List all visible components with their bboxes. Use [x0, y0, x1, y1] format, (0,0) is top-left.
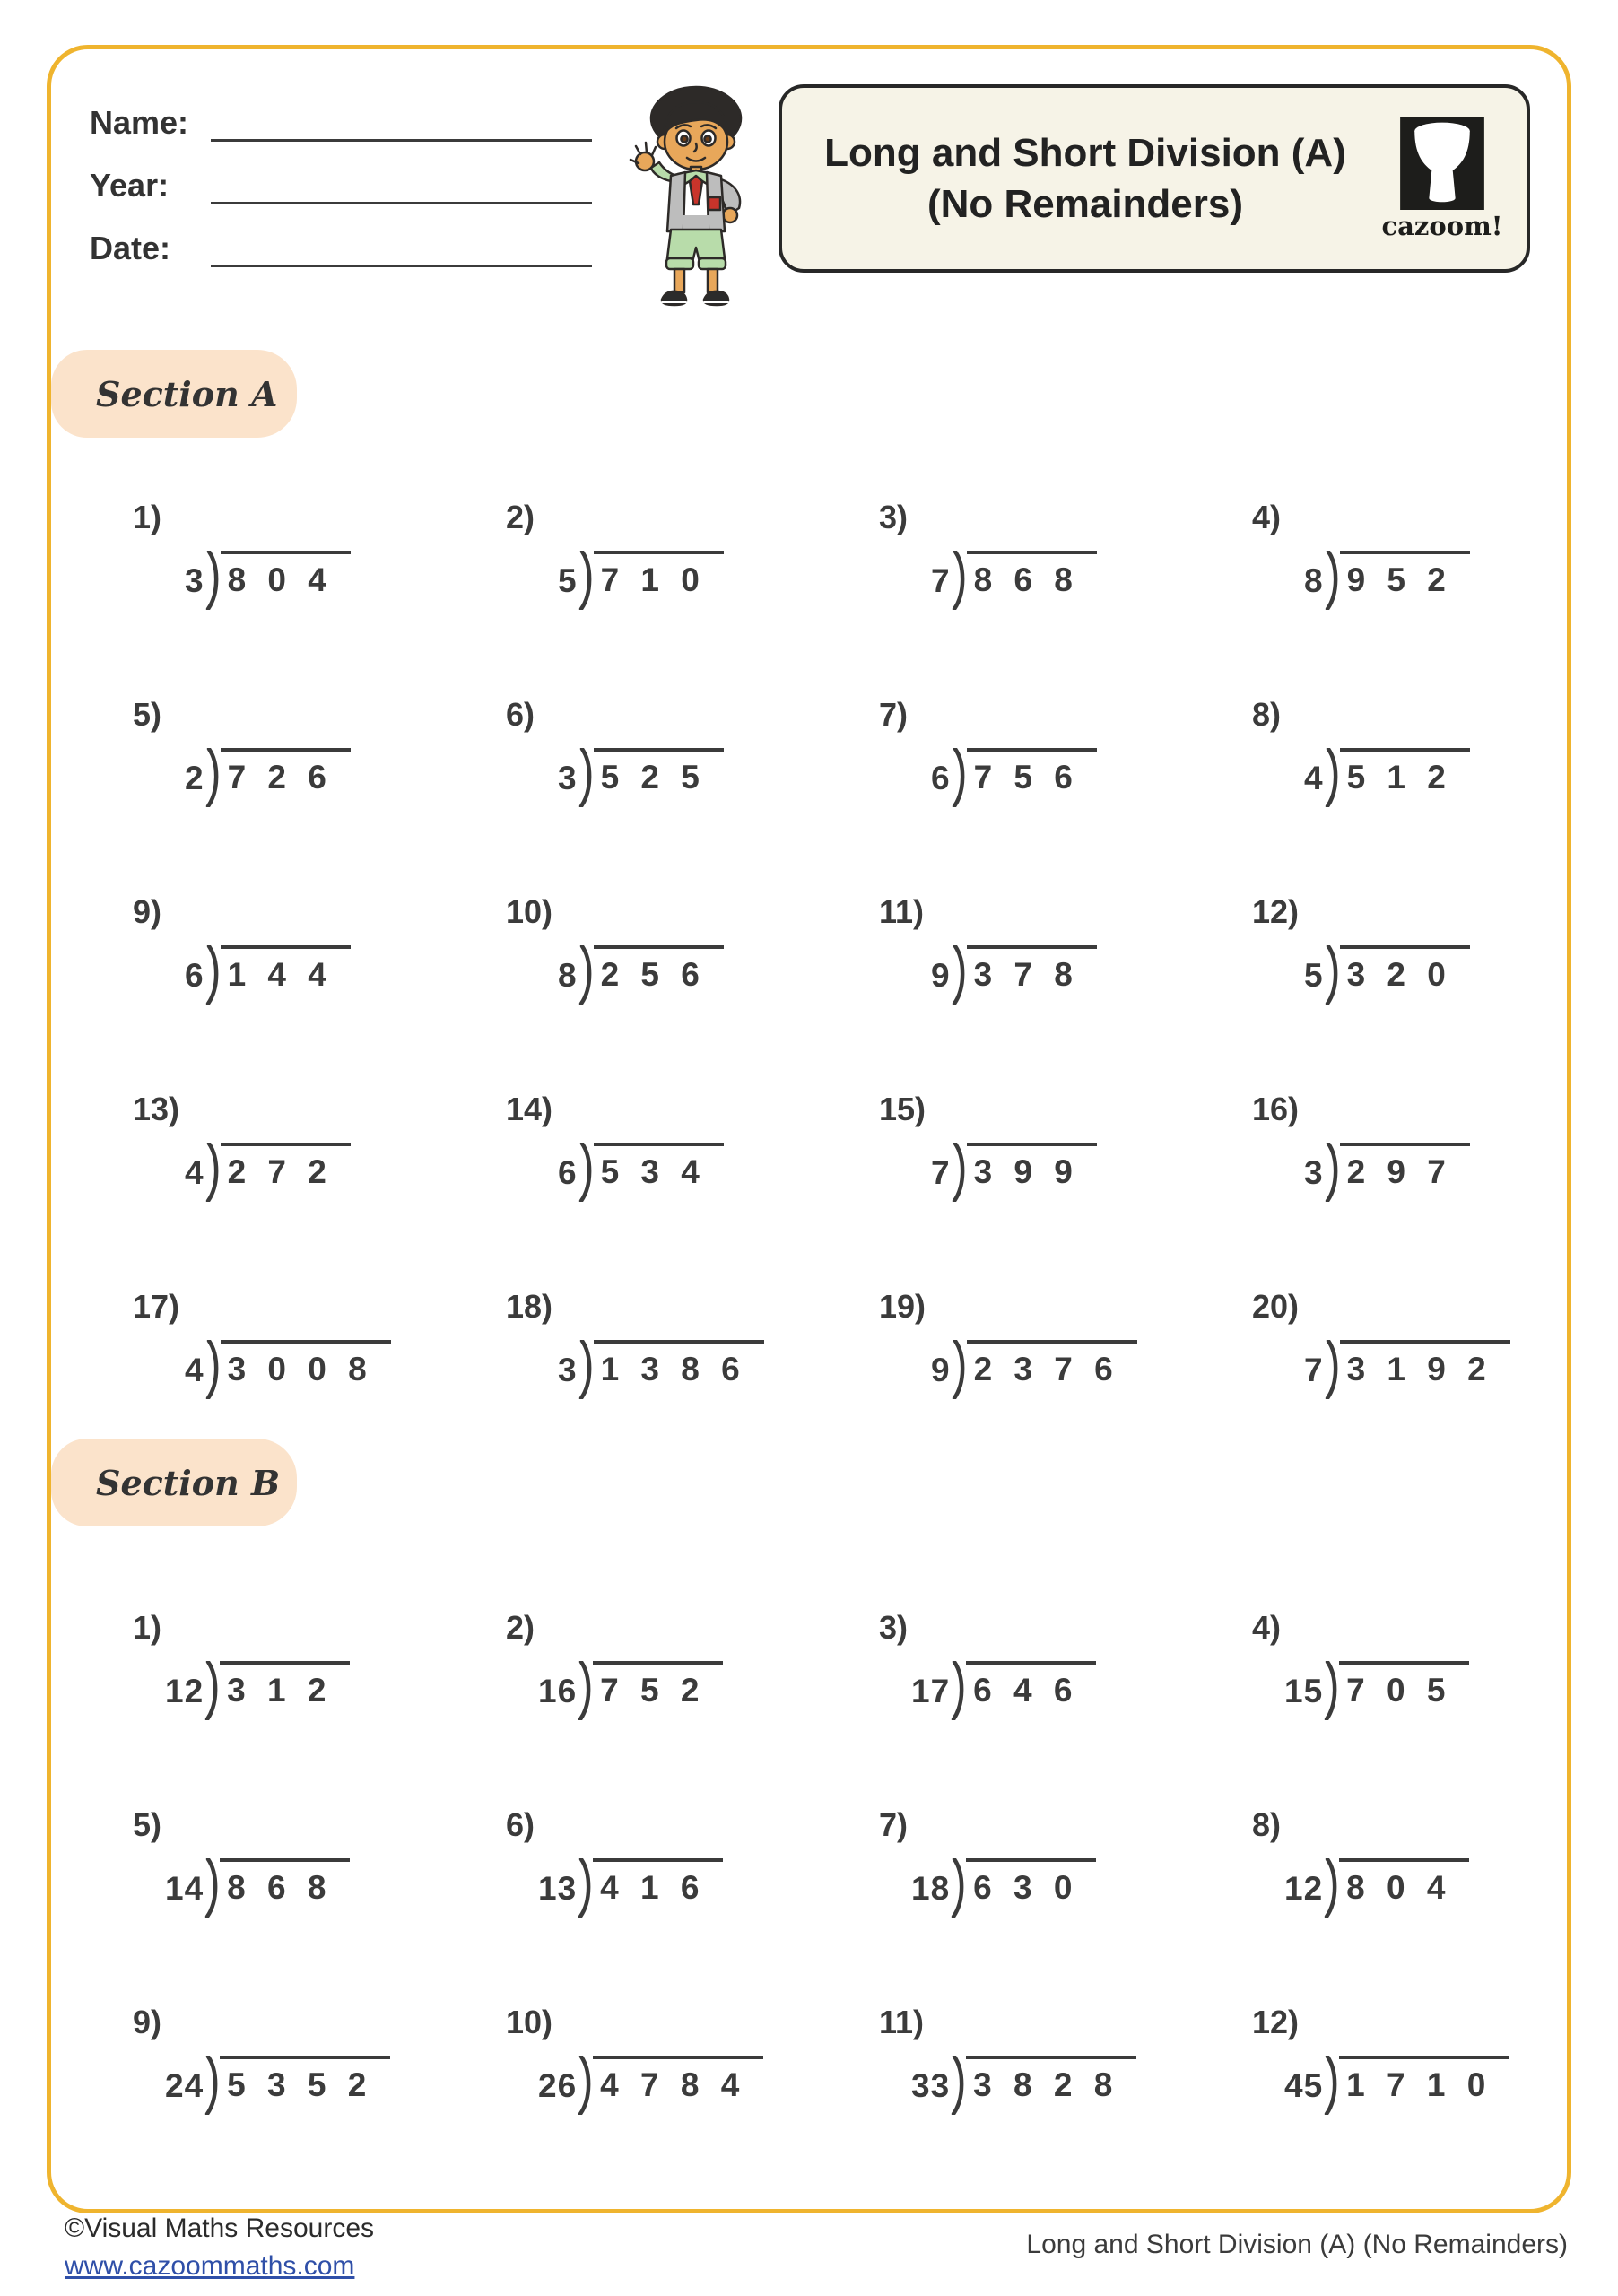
dividend: 3 9 9 [967, 1143, 1097, 1190]
divisor: 5 [558, 562, 578, 599]
section-a-problems [133, 499, 1618, 1485]
divisor: 8 [1304, 562, 1324, 599]
name-fill-line [211, 100, 592, 142]
division-problem [879, 1288, 1252, 1485]
dividend: 7 0 5 [1339, 1661, 1469, 1709]
title-line-1: Long and Short Division (A) [824, 130, 1346, 175]
problem-number: 17) [133, 1288, 180, 1325]
problem-number: 3) [879, 499, 909, 535]
problem-number: 19) [879, 1288, 926, 1325]
division-expression [185, 1143, 351, 1202]
division-problem [1252, 893, 1618, 1091]
division-expression [558, 748, 724, 807]
division-problem [1252, 499, 1618, 696]
worksheet-title-box [779, 84, 1530, 273]
divisor: 3 [558, 760, 578, 796]
dividend: 8 6 8 [220, 1858, 350, 1906]
dividend: 5 2 5 [594, 748, 724, 796]
dividend: 7 2 6 [221, 748, 351, 796]
problem-number: 12) [1252, 2004, 1300, 2040]
division-expression [1284, 1661, 1469, 1720]
division-problem [879, 2004, 1252, 2201]
divisor: 16 [538, 1673, 578, 1709]
divisor: 24 [165, 2067, 204, 2104]
division-problem [1252, 696, 1618, 893]
dividend: 4 1 6 [593, 1858, 723, 1906]
division-problem [506, 696, 879, 893]
division-expression [185, 1340, 391, 1399]
section-b-label: Section B [96, 1462, 281, 1503]
division-problem [1252, 2004, 1618, 2201]
footer-worksheet-title: Long and Short Division (A) (No Remainders) [1026, 2230, 1568, 2259]
division-problem [506, 893, 879, 1091]
division-expression [911, 1858, 1096, 1918]
divisor: 2 [185, 760, 204, 796]
worksheet-title [782, 127, 1370, 230]
division-expression [1304, 748, 1470, 807]
problem-number: 20) [1252, 1288, 1300, 1325]
divisor: 9 [931, 1352, 951, 1388]
dividend: 1 3 8 6 [594, 1340, 764, 1387]
problem-number: 2) [506, 1609, 535, 1646]
problem-number: 13) [133, 1091, 180, 1127]
dividend: 2 9 7 [1340, 1143, 1470, 1190]
division-expression [931, 551, 1097, 610]
problem-number: 14) [506, 1091, 553, 1127]
copyright-text: ©Visual Maths Resources [65, 2213, 375, 2243]
division-expression [558, 1143, 724, 1202]
divisor: 13 [538, 1870, 578, 1907]
date-label: Date: [90, 230, 171, 266]
dividend: 1 4 4 [221, 945, 351, 993]
division-problem [506, 1806, 879, 2004]
dividend: 3 1 9 2 [1340, 1340, 1510, 1387]
divisor: 6 [185, 957, 204, 994]
divisor: 3 [558, 1352, 578, 1388]
student-info-fields [90, 79, 592, 267]
division-expression [931, 1340, 1137, 1399]
dividend: 7 5 2 [593, 1661, 723, 1709]
divisor: 15 [1284, 1673, 1324, 1709]
divisor: 7 [1304, 1352, 1324, 1388]
divisor: 3 [1304, 1154, 1324, 1191]
division-expression [165, 1661, 350, 1720]
division-problem [133, 1609, 506, 1806]
dividend: 4 7 8 4 [593, 2056, 763, 2103]
problem-number: 6) [506, 1806, 535, 1843]
dividend: 5 3 4 [594, 1143, 724, 1190]
year-fill-line [211, 162, 592, 204]
divisor: 6 [931, 760, 951, 796]
division-problem [133, 1091, 506, 1288]
division-expression [911, 2056, 1136, 2115]
division-problem [133, 2004, 506, 2201]
division-problem [879, 1091, 1252, 1288]
name-field-row [90, 79, 592, 142]
problem-number: 8) [1252, 696, 1282, 733]
division-expression [931, 1143, 1097, 1202]
division-problem [879, 696, 1252, 893]
dividend: 3 0 0 8 [221, 1340, 391, 1387]
date-field-row [90, 204, 592, 267]
division-expression [558, 945, 724, 1004]
divisor: 26 [538, 2067, 578, 2104]
drum-icon [1400, 117, 1484, 210]
division-problem [506, 1091, 879, 1288]
problem-number: 8) [1252, 1806, 1282, 1843]
divisor: 18 [911, 1870, 951, 1907]
division-expression [185, 551, 351, 610]
division-expression [538, 1661, 723, 1720]
problem-number: 1) [133, 1609, 162, 1646]
year-label: Year: [90, 167, 170, 204]
problem-number: 10) [506, 2004, 553, 2040]
dividend: 3 7 8 [967, 945, 1097, 993]
section-a-tab [51, 350, 297, 438]
logo-wordmark: cazoom! [1381, 210, 1503, 241]
division-expression [185, 945, 351, 1004]
division-expression [931, 748, 1097, 807]
problem-number: 12) [1252, 893, 1300, 930]
division-problem [133, 499, 506, 696]
division-problem [1252, 1091, 1618, 1288]
dividend: 1 7 1 0 [1339, 2056, 1509, 2103]
dividend: 7 1 0 [594, 551, 724, 598]
problem-number: 4) [1252, 1609, 1282, 1646]
divisor: 4 [185, 1352, 204, 1388]
dividend: 9 5 2 [1340, 551, 1470, 598]
divisor: 12 [165, 1673, 204, 1709]
divisor: 9 [931, 957, 951, 994]
division-expression [1284, 1858, 1469, 1918]
division-expression [1304, 1340, 1510, 1399]
division-problem [506, 2004, 879, 2201]
problem-number: 9) [133, 893, 162, 930]
cazoom-logo [1370, 117, 1514, 241]
division-expression [185, 748, 351, 807]
division-problem [133, 696, 506, 893]
dividend: 6 4 6 [966, 1661, 1096, 1709]
title-line-2: (No Remainders) [926, 182, 1244, 226]
division-expression [538, 2056, 763, 2115]
problem-number: 18) [506, 1288, 553, 1325]
problem-number: 1) [133, 499, 162, 535]
problem-number: 9) [133, 2004, 162, 2040]
division-problem [1252, 1806, 1618, 2004]
problem-number: 7) [879, 1806, 909, 1843]
division-expression [165, 2056, 390, 2115]
divisor: 3 [185, 562, 204, 599]
problem-number: 2) [506, 499, 535, 535]
divisor: 17 [911, 1673, 951, 1709]
dividend: 8 0 4 [1339, 1858, 1469, 1906]
divisor: 7 [931, 1154, 951, 1191]
problem-number: 5) [133, 1806, 162, 1843]
division-expression [1304, 1143, 1470, 1202]
dividend: 5 3 5 2 [220, 2056, 390, 2103]
section-a-label: Section A [96, 373, 278, 414]
problem-number: 11) [879, 893, 925, 930]
divisor: 14 [165, 1870, 204, 1907]
section-b-tab [51, 1439, 297, 1526]
dividend: 8 0 4 [221, 551, 351, 598]
dividend: 3 2 0 [1340, 945, 1470, 993]
footer-left [65, 2210, 374, 2285]
division-problem [506, 499, 879, 696]
problem-number: 11) [879, 2004, 925, 2040]
division-expression [1304, 945, 1470, 1004]
name-label: Name: [90, 104, 189, 141]
division-expression [558, 551, 724, 610]
divisor: 8 [558, 957, 578, 994]
divisor: 6 [558, 1154, 578, 1191]
division-problem [506, 1609, 879, 1806]
problem-number: 7) [879, 696, 909, 733]
division-expression [558, 1340, 764, 1399]
divisor: 5 [1304, 957, 1324, 994]
problem-number: 5) [133, 696, 162, 733]
dividend: 2 3 7 6 [967, 1340, 1137, 1387]
year-field-row [90, 142, 592, 204]
division-problem [879, 893, 1252, 1091]
division-expression [931, 945, 1097, 1004]
dividend: 6 3 0 [966, 1858, 1096, 1906]
dividend: 3 8 2 8 [966, 2056, 1136, 2103]
dividend: 2 5 6 [594, 945, 724, 993]
problem-number: 16) [1252, 1091, 1300, 1127]
dividend: 2 7 2 [221, 1143, 351, 1190]
division-problem [879, 499, 1252, 696]
division-problem [133, 1806, 506, 2004]
divisor: 7 [931, 562, 951, 599]
dividend: 3 1 2 [220, 1661, 350, 1709]
divisor: 4 [185, 1154, 204, 1191]
division-problem [1252, 1288, 1618, 1485]
division-expression [538, 1858, 723, 1918]
date-fill-line [211, 225, 592, 267]
problem-number: 6) [506, 696, 535, 733]
division-problem [506, 1288, 879, 1485]
problem-number: 10) [506, 893, 553, 930]
dividend: 8 6 8 [967, 551, 1097, 598]
division-problem [133, 893, 506, 1091]
problem-number: 15) [879, 1091, 926, 1127]
divisor: 4 [1304, 760, 1324, 796]
divisor: 45 [1284, 2067, 1324, 2104]
problem-number: 4) [1252, 499, 1282, 535]
student-cartoon-icon [615, 81, 779, 307]
division-expression [1284, 2056, 1509, 2115]
divisor: 12 [1284, 1870, 1324, 1907]
dividend: 5 1 2 [1340, 748, 1470, 796]
division-problem [879, 1806, 1252, 2004]
cazoommaths-link[interactable]: www.cazoommaths.com [65, 2251, 355, 2281]
division-problem [1252, 1609, 1618, 1806]
division-expression [911, 1661, 1096, 1720]
division-problem [879, 1609, 1252, 1806]
division-expression [165, 1858, 350, 1918]
dividend: 7 5 6 [967, 748, 1097, 796]
section-b-problems [133, 1609, 1618, 2201]
division-expression [1304, 551, 1470, 610]
problem-number: 3) [879, 1609, 909, 1646]
divisor: 33 [911, 2067, 951, 2104]
